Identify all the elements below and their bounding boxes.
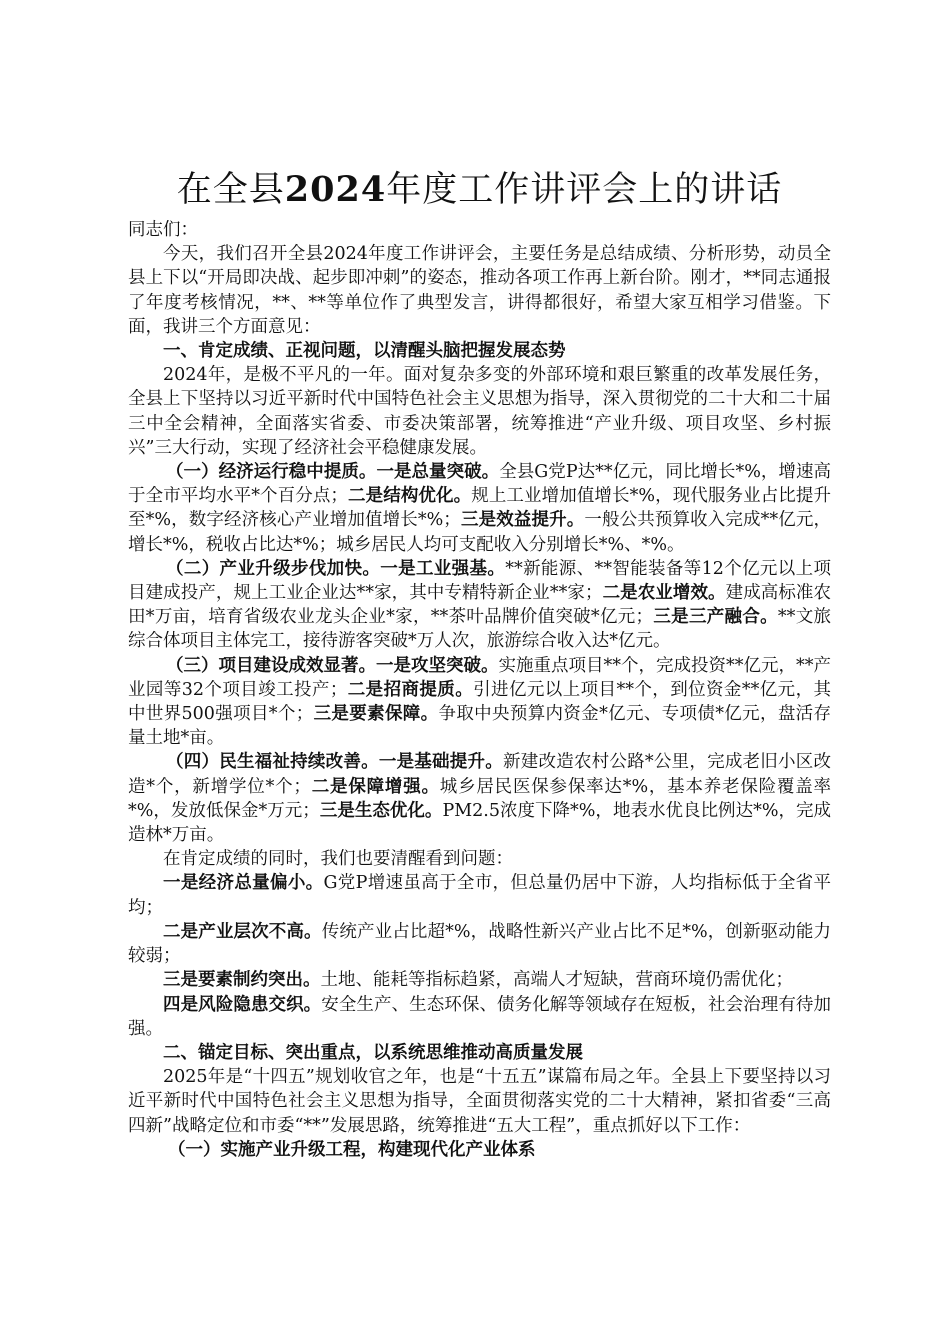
section-2-heading: 二、锚定目标、突出重点，以系统思维推动高质量发展 [163, 1042, 583, 1063]
section-1-heading: 一、肯定成绩、正视问题，以清醒头脑把握发展态势 [163, 341, 566, 362]
achievement-point: 二是结构优化。 [347, 486, 472, 507]
achievement-text: **新能源、**智能装备等12个亿元以上项目建成投产，规上工业企业达**家，其中专精特新企业**家； [128, 558, 831, 604]
problem-head: 四是风险隐患交织。 [163, 994, 322, 1015]
achievement-text: PM2.5浓度下降*%，地表水优良比例达*%，完成造林*万亩。 [128, 800, 832, 846]
achievement-point: 三是要素保障。 [313, 704, 439, 725]
problem-item-1 [128, 871, 831, 919]
achievement-point: 三是三产融合。 [653, 607, 778, 628]
achievement-item-3 [128, 654, 831, 751]
achievement-point: 三是效益提升。 [460, 510, 585, 531]
problems-intro: 在肯定成绩的同时，我们也要清醒看到问题： [163, 849, 513, 870]
achievement-text: 规上工业增加值增长*%，现代服务业占比提升至*%，数字经济核心产业增加值增长*%； [128, 486, 831, 531]
problem-head: 二是产业层次不高。 [163, 921, 322, 942]
achievement-point: 二是招商提质。 [347, 679, 474, 700]
problem-item-3 [128, 968, 831, 992]
section-2-subheading-1: （一）实施产业升级工程，构建现代化产业体系 [168, 1139, 536, 1160]
problem-text: 传统产业占比超*%，战略性新兴产业占比不足*%，创新驱动能力较弱； [128, 921, 831, 967]
achievement-text: **文旅综合体项目主体完工，接待游客突破*万人次，旅游综合收入达*亿元。 [128, 607, 832, 652]
achievement-point: 二是保障增强。 [310, 776, 440, 797]
achievement-item-4 [128, 750, 831, 847]
achievement-text: 城乡居民医保参保率达*%，基本养老保险覆盖率*%，发放低保金*万元； [128, 776, 832, 821]
document-page [128, 168, 831, 1162]
achievement-head: （二）产业升级步伐加快。一是工业强基。 [166, 558, 506, 579]
title-part-2: 年度工作讲评会上的讲话 [386, 170, 783, 210]
title-part-1: 在全县 [176, 170, 285, 210]
problem-text: G党P增速虽高于全市，但总量仍居中下游，人均指标低于全省平均； [128, 873, 831, 918]
achievement-text: 建成高标准农田*万亩，培育省级农业龙头企业*家，**茶叶品牌价值突破*亿元； [128, 583, 832, 628]
achievement-text: 引进亿元以上项目**个，到位资金**亿元，其中世界500强项目*个； [128, 679, 831, 725]
achievement-item-2 [128, 557, 831, 654]
problem-item-2 [128, 920, 831, 968]
achievement-point: 三是生态优化。 [319, 800, 443, 821]
achievement-head: （四）民生福祉持续改善。一是基础提升。 [166, 752, 503, 773]
section-2-paragraph: 2025年是“十四五”规划收官之年，也是“十五五”谋篇布局之年。全县上下要坚持以习近平新时代中国特色社会主义思想为指导，全面贯彻落实党的二十大精神，紧扣省委“三高四新”战略定位和市委“**”发展思路，统筹推进“五大工程”，重点抓好以下工作： [128, 1067, 831, 1136]
achievement-item-1 [128, 460, 831, 557]
achievement-text: 争取中央预算内资金*亿元、专项债*亿元，盘活存量土地*亩。 [128, 704, 832, 749]
achievement-text: 一般公共预算收入完成**亿元，增长*%，税收占比达*%；城乡居民人均可支配收入分别增长*%、*%。 [128, 510, 832, 555]
problem-item-4 [128, 993, 831, 1041]
salutation: 同志们： [128, 220, 198, 240]
achievement-text: 实施重点项目**个，完成投资**亿元，**产业园等32个项目竣工投产； [128, 655, 831, 700]
problem-text: 安全生产、生态环保、债务化解等领域存在短板，社会治理有待加强。 [128, 994, 832, 1039]
achievement-point: 二是农业增效。 [602, 583, 726, 604]
achievement-head: （三）项目建设成效显著。一是攻坚突破。 [166, 655, 499, 676]
problem-text: 土地、能耗等指标趋紧，高端人才短缺，营商环境仍需优化； [320, 970, 793, 991]
problem-head: 一是经济总量偏小。 [163, 873, 324, 894]
problem-head: 三是要素制约突出。 [163, 970, 321, 991]
achievement-head: （一）经济运行稳中提质。一是总量突破。 [166, 462, 500, 483]
document-title [128, 168, 831, 212]
intro-paragraph: 今天，我们召开全县2024年度工作讲评会，主要任务是总结成绩、分析形势，动员全县上下以“开局即决战、起步即冲刺”的姿态，推动各项工作再上新台阶。刚才，**同志通报了年度考核情况，**、**等单位作了典型发言，讲得都很好，希望大家互相学习借鉴。下面，我讲三个方面意见： [128, 244, 831, 337]
title-year: 2024 [284, 169, 387, 210]
achievement-text: 新建改造农村公路*公里，完成老旧小区改造*个，新增学位*个； [128, 752, 832, 797]
section-1-paragraph: 2024年，是极不平凡的一年。面对复杂多变的外部环境和艰巨繁重的改革发展任务，全县上下坚持以习近平新时代中国特色社会主义思想为指导，深入贯彻党的二十大和二十届三中全会精神，全面落实省委、市委决策部署，统筹推进“产业升级、项目攻坚、乡村振兴”三大行动，实现了经济社会平稳健康发展。 [128, 365, 831, 458]
achievement-text: 全县G党P达**亿元，同比增长*%，增速高于全市平均水平*个百分点； [128, 462, 831, 507]
